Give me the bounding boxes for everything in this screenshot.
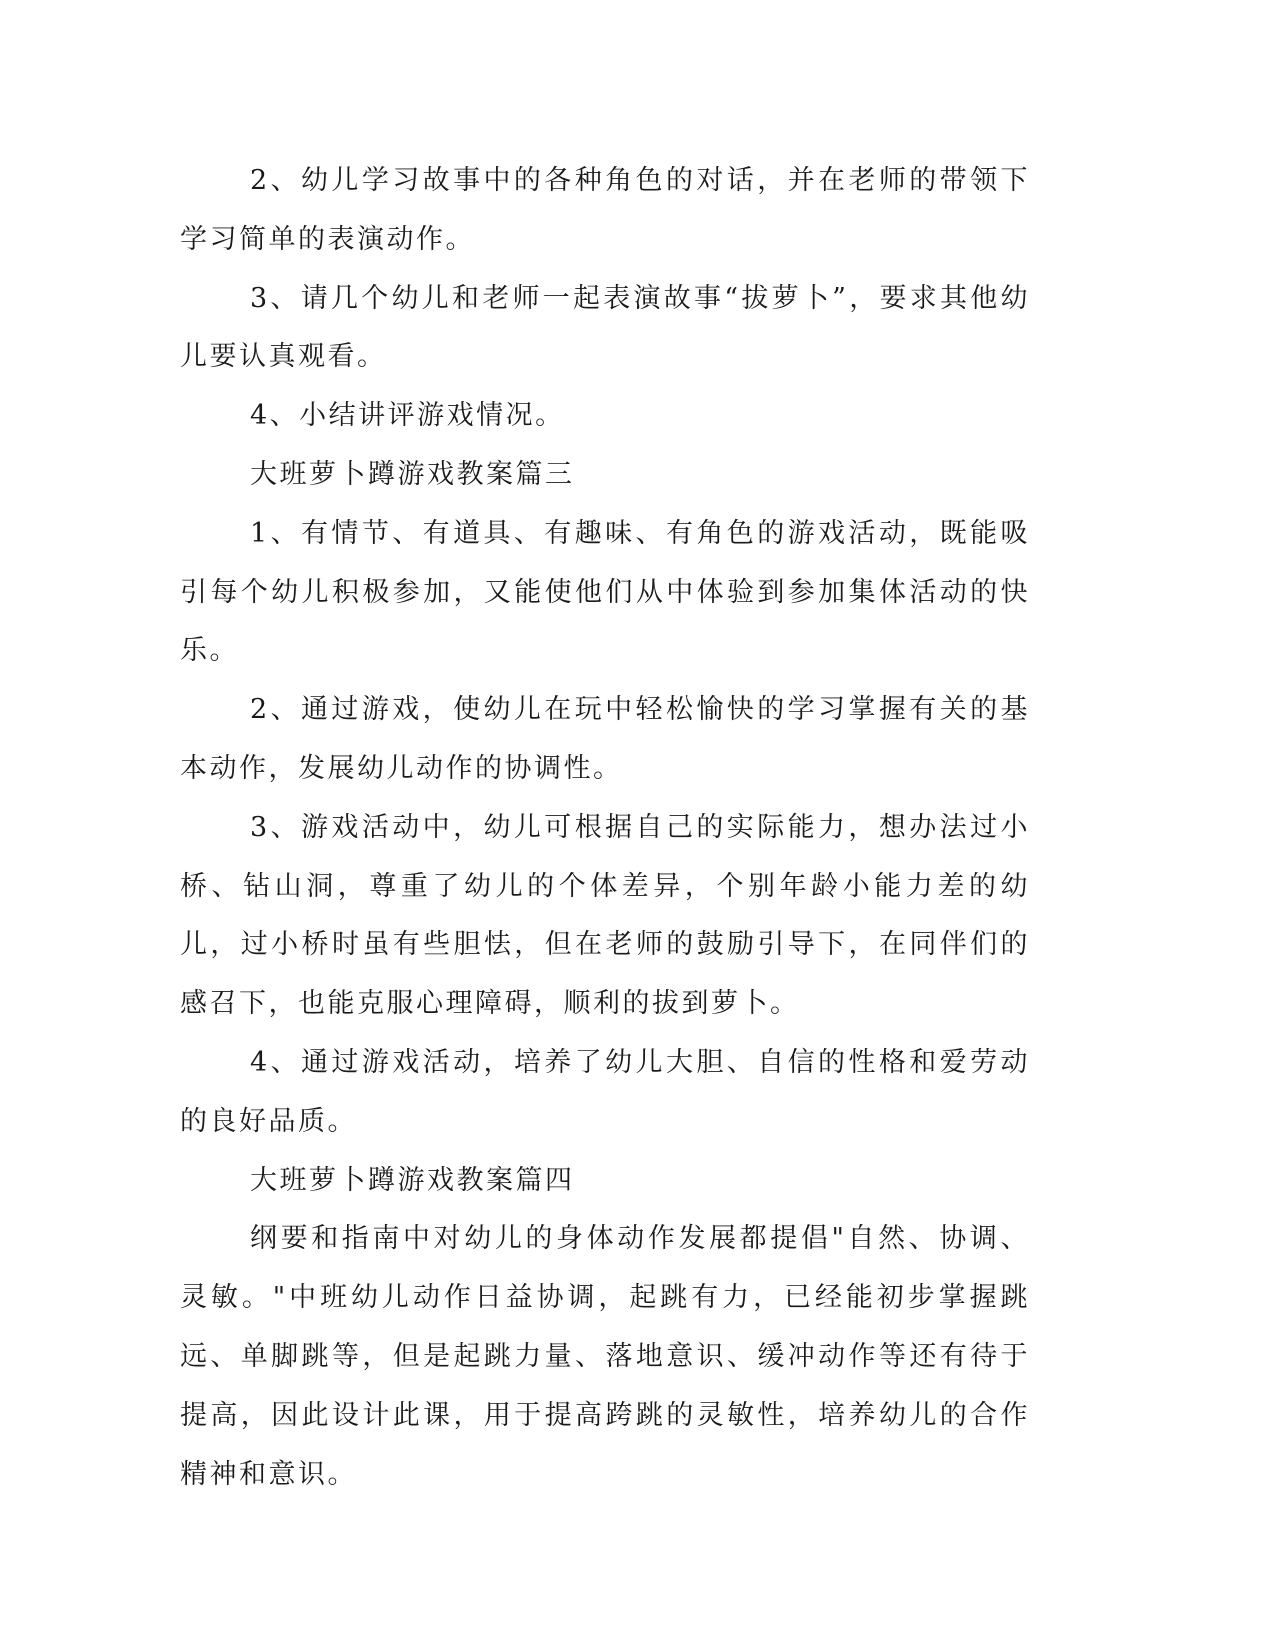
- section-heading-part-4: 大班萝卜蹲游戏教案篇四: [250, 1164, 575, 1196]
- section-heading-part-3: 大班萝卜蹲游戏教案篇三: [250, 458, 575, 490]
- paragraph-point-1: 1、有情节、有道具、有趣味、有角色的游戏活动，既能吸引每个幼儿积极参加，又能使他们从中体验到参加集体活动的快乐。: [180, 517, 1030, 667]
- paragraph-point-2: 2、通过游戏，使幼儿在玩中轻松愉快的学习掌握有关的基本动作，发展幼儿动作的协调性。: [180, 694, 1030, 784]
- paragraph-point-3: 3、游戏活动中，幼儿可根据自己的实际能力，想办法过小桥、钻山洞，尊重了幼儿的个体差异，个别年龄小能力差的幼儿，过小桥时虽有些胆怯，但在老师的鼓励引导下，在同伴们的感召下，也能克服心理障碍，顺利的拔到萝卜。: [180, 811, 1030, 1020]
- paragraph-point-4: 4、通过游戏活动，培养了幼儿大胆、自信的性格和爱劳动的良好品质。: [180, 1046, 1030, 1137]
- paragraph-step-3: 3、请几个幼儿和老师一起表演故事“拔萝卜”，要求其他幼儿要认真观看。: [180, 282, 1030, 373]
- document-body: [180, 152, 1030, 1504]
- paragraph-guideline: 纲要和指南中对幼儿的身体动作发展都提倡"自然、协调、灵敏。"中班幼儿动作日益协调，起跳有力，已经能初步掌握跳远、单脚跳等，但是起跳力量、落地意识、缓冲动作等还有待于提高，因此设计此课，用于提高跨跳的灵敏性，培养幼儿的合作精神和意识。: [180, 1223, 1030, 1490]
- paragraph-step-4: 4、小结讲评游戏情况。: [250, 400, 565, 432]
- paragraph-step-2: 2、幼儿学习故事中的各种角色的对话，并在老师的带领下学习简单的表演动作。: [180, 165, 1030, 255]
